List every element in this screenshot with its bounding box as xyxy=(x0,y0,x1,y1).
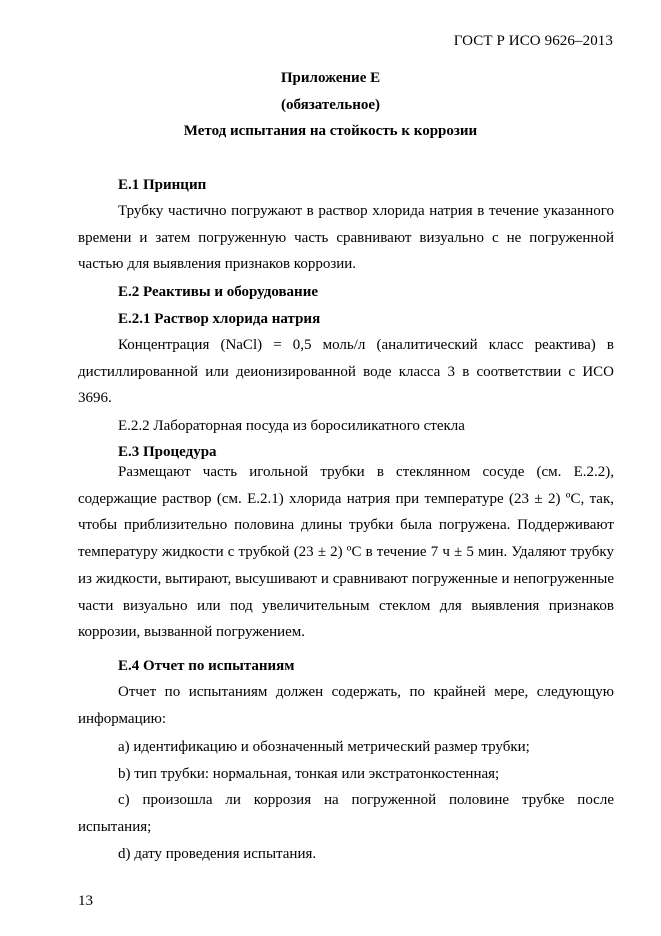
appendix-subject: Метод испытания на стойкость к коррозии xyxy=(183,123,478,139)
section-e4-item-b: b) тип трубки: нормальная, тонкая или экстратонкостенная; xyxy=(118,766,500,782)
section-e4-heading: Е.4 Отчет по испытаниям xyxy=(118,658,295,674)
section-e1-text: Трубку частично погружают в раствор хлорида натрия в течение указанного времени и затем погруженную часть сравнивают визуально с не погруженной частью для выявления признаков коррозии. xyxy=(78,203,614,273)
page-number: 13 xyxy=(78,893,93,909)
section-e3-text: Размещают часть игольной трубки в стеклянном сосуде (см. Е.2.2), содержащие раствор (см. Е.2.1) хлорида натрия при температуре (23 ± 2) ºС, так, чтобы приблизительно половина длины трубки была погружена. Поддерживают температуру жидкости с трубкой (23 ± 2) ºС в течение 7 ч ± 5 мин. Удаляют трубку из жидкости, вытирают, высушивают и сравнивают погруженные и непогруженные части визуально или под увеличительным стеклом для выявления признаков коррозии, вызванной погружением. xyxy=(78,464,614,641)
section-e4-intro: Отчет по испытаниям должен содержать, по крайней мере, следующую информацию: xyxy=(78,684,614,727)
section-e3-heading: Е.3 Процедура xyxy=(118,444,217,460)
section-e21-heading: Е.2.1 Раствор хлорида натрия xyxy=(118,311,321,327)
section-e4-item-d: d) дату проведения испытания. xyxy=(118,846,317,862)
section-e21-text: Концентрация (NaCl) = 0,5 моль/л (аналитический класс реактива) в дистиллированной или деионизированной воде класса 3 в соответствии с ИСО 3696. xyxy=(78,337,614,407)
section-e4-item-c: c) произошла ли коррозия на погруженной половине трубке после испытания; xyxy=(78,792,614,835)
section-e1-heading: Е.1 Принцип xyxy=(118,177,207,193)
section-e2-heading: Е.2 Реактивы и оборудование xyxy=(118,284,318,300)
section-e22-text: Е.2.2 Лабораторная посуда из боросиликатного стекла xyxy=(118,418,465,434)
appendix-title: Приложение Е xyxy=(280,70,381,86)
page-header: ГОСТ Р ИСО 9626–2013 xyxy=(453,33,613,49)
appendix-status: (обязательное) xyxy=(280,97,381,113)
section-e4-item-a: a) идентификацию и обозначенный метрический размер трубки; xyxy=(118,739,530,755)
